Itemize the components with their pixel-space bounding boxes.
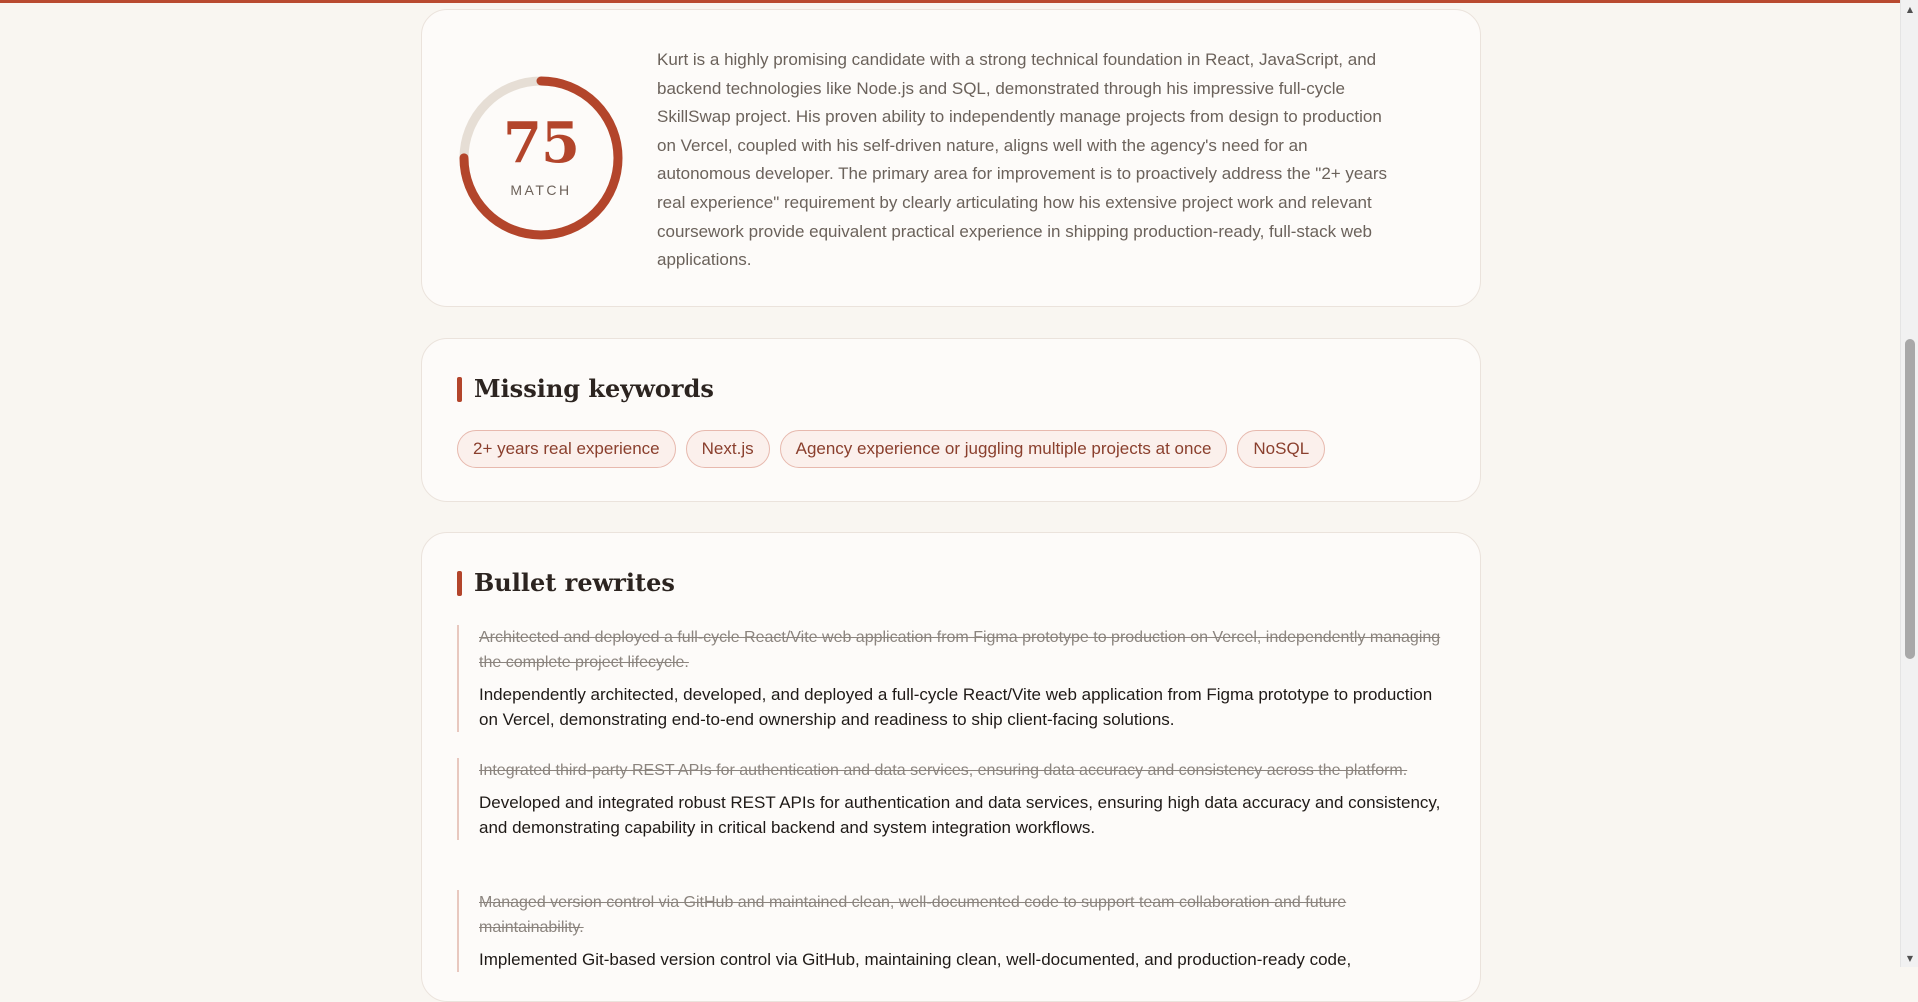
keyword-chip: Agency experience or juggling multiple projects at once [780,430,1228,468]
scroll-down-arrow-icon[interactable]: ▼ [1906,953,1914,963]
keyword-chip: NoSQL [1237,430,1325,468]
scroll-up-arrow-icon[interactable]: ▲ [1906,4,1914,14]
match-label: MATCH [510,182,572,198]
bullet-rewrite-item [457,758,1447,840]
original-bullet: Managed version control via GitHub and maintained clean, well-documented code to support team collaboration and future maintainability. [479,894,1347,936]
keyword-chips [457,430,1325,468]
page-scrollbar[interactable] [1900,0,1918,967]
match-summary-card [421,9,1481,307]
rewritten-bullet: Implemented Git-based version control via GitHub, maintaining clean, well-documented, and production-ready code, [479,950,1352,969]
top-accent-line [0,0,1900,3]
bullet-rewrites-title: Bullet rewrites [457,568,675,598]
match-score: 75 [503,110,579,176]
keyword-chip: 2+ years real experience [457,430,676,468]
summary-text: Kurt is a highly promising candidate with a strong technical foundation in React, JavaScript, and backend technologies like Node.js and SQL, demonstrated through his impressive full-cycle SkillSwap project. His proven ability to independently manage projects from design to production on Vercel, coupled with his self-driven nature, aligns well with the agency's need for an autonomous developer. The primary area for improvement is to proactively address the "2+ years real experience" requirement by clearly articulating how his extensive project work and relevant coursework provide equivalent practical experience in shipping production-ready, full-stack web applications. [657,50,1388,270]
bullet-rewrite-item [457,890,1447,972]
original-bullet: Integrated third-party REST APIs for authentication and data services, ensuring data accuracy and consistency across the platform. [479,762,1408,779]
missing-keywords-card [421,338,1481,502]
bullet-rewrite-item [457,625,1447,732]
missing-keywords-title: Missing keywords [457,374,714,404]
rewritten-bullet: Developed and integrated robust REST APIs for authentication and data services, ensuring high data accuracy and consistency, and demonstrating capability in critical backend and system integration workflows. [479,793,1441,837]
original-bullet: Architected and deployed a full-cycle React/Vite web application from Figma prototype to production on Vercel, independently managing the complete project lifecycle. [479,629,1441,671]
match-score-ring [457,74,625,242]
rewritten-bullet: Independently architected, developed, and deployed a full-cycle React/Vite web application from Figma prototype to production on Vercel, demonstrating end-to-end ownership and readiness to ship client-facing solutions. [479,685,1433,729]
keyword-chip: Next.js [686,430,770,468]
bullet-rewrites-card [421,532,1481,1002]
scrollbar-thumb[interactable] [1905,339,1915,659]
